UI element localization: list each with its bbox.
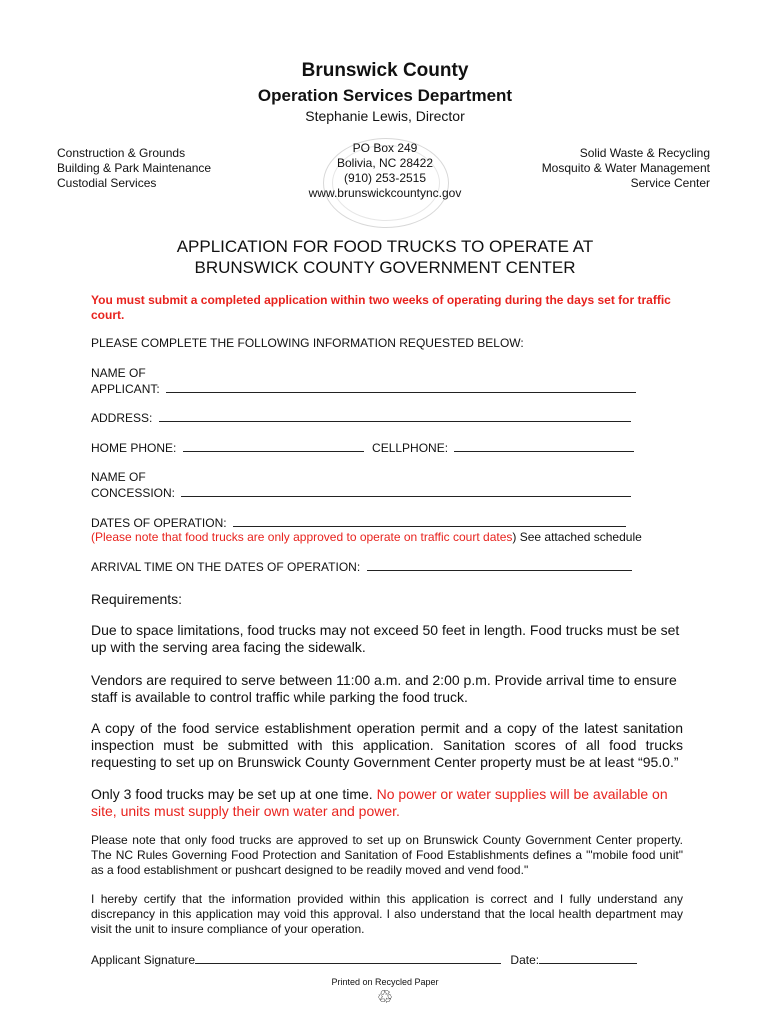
phone-row (91, 440, 634, 456)
form-title (0, 236, 770, 278)
concession-label-line1: NAME OF (91, 470, 146, 484)
address-label: ADDRESS: (91, 411, 153, 425)
arrival-row (91, 559, 632, 575)
arrival-label: ARRIVAL TIME ON THE DATES OF OPERATION: (91, 560, 361, 574)
right-services (542, 146, 710, 191)
form-title-line1: APPLICATION FOR FOOD TRUCKS TO OPERATE AT (176, 237, 594, 256)
dates-note-open: ( (91, 530, 95, 544)
signature-label: Applicant Signature (91, 953, 196, 967)
requirement-limit (91, 786, 683, 820)
department-title: Operation Services Department (257, 86, 513, 105)
form-title-line2: BRUNSWICK COUNTY GOVERNMENT CENTER (194, 258, 576, 277)
applicant-label-line1: NAME OF (91, 366, 146, 380)
concession-label: CONCESSION: (91, 486, 176, 500)
signature-input-line[interactable] (195, 952, 501, 964)
home-phone-label: HOME PHONE: (91, 441, 177, 455)
service-item: Service Center (630, 176, 710, 190)
arrival-input-line[interactable] (367, 559, 632, 571)
date-label: Date: (510, 953, 540, 967)
service-item: Building & Park Maintenance (57, 161, 212, 175)
cellphone-input-line[interactable] (454, 440, 634, 452)
recycled-paper-note: Printed on Recycled Paper (331, 977, 439, 987)
instructions: PLEASE COMPLETE THE FOLLOWING INFORMATION REQUESTED BELOW: (91, 336, 524, 350)
address-block (285, 141, 485, 201)
submission-notice: You must submit a completed application within two weeks of operating during the days set for traffic court. (91, 293, 671, 322)
address-phone: (910) 253-2515 (343, 171, 427, 185)
service-item: Construction & Grounds (57, 146, 186, 160)
signature-row (91, 952, 637, 968)
applicant-row (91, 381, 636, 397)
cellphone-label: CELLPHONE: (372, 441, 449, 455)
address-po-box: PO Box 249 (352, 141, 418, 155)
requirement-limit-text: Only 3 food trucks may be set up at one time. (91, 786, 377, 802)
requirement-hours: Vendors are required to serve between 11:00 a.m. and 2:00 p.m. Provide arrival time to ensure staff is available to control traffic while parking the food truck. (91, 672, 677, 705)
requirements-heading: Requirements: (91, 591, 183, 607)
applicant-label: APPLICANT: (91, 382, 160, 396)
address-city: Bolivia, NC 28422 (336, 156, 434, 170)
requirement-power-warning: No power or water supplies will be available on site, units must supply their own water and power. (91, 786, 668, 819)
dates-input-line[interactable] (233, 515, 626, 527)
service-item: Custodial Services (57, 176, 157, 190)
date-input-line[interactable] (539, 952, 637, 964)
concession-row (91, 485, 631, 501)
recycle-icon: ♲ (376, 987, 394, 1007)
county-title: Brunswick County (301, 60, 469, 81)
service-item: Solid Waste & Recycling (579, 146, 710, 160)
concession-input-line[interactable] (181, 485, 631, 497)
home-phone-input-line[interactable] (183, 440, 364, 452)
dates-row (91, 515, 626, 531)
requirement-permit: A copy of the food service establishment operation permit and a copy of the latest sanitation inspection must be submitted with this application. Sanitation scores of all food trucks requesting to set up on Brunswick County Government Center property must be at least “95.0.” (91, 720, 683, 770)
director-name: Stephanie Lewis, Director (305, 108, 465, 124)
address-input-line[interactable] (159, 410, 631, 422)
address-website: www.brunswickcountync.gov (308, 186, 462, 200)
dates-label: DATES OF OPERATION: (91, 516, 227, 530)
dates-note-schedule: ) See attached schedule (512, 530, 642, 544)
left-services (57, 146, 211, 191)
dates-note (91, 530, 642, 545)
dates-note-warning: Please note that food trucks are only approved to operate on traffic court dates (95, 530, 513, 544)
address-row (91, 410, 631, 426)
service-item: Mosquito & Water Management (541, 161, 710, 175)
requirement-length: Due to space limitations, food trucks may not exceed 50 feet in length. Food trucks must be set up with the serving area facing the sidewalk. (91, 622, 680, 655)
applicant-input-line[interactable] (166, 381, 636, 393)
certification-statement: I hereby certify that the information provided within this application is correct and I fully understand any discrepancy in this application may void this approval. I also understand that the local health department may visit the unit to insure compliance of your operation. (91, 892, 683, 936)
rules-note: Please note that only food trucks are approved to set up on Brunswick County Government Center property. The NC Rules Governing Food Protection and Sanitation of Food Establishments defines a "'mobile food unit" as a food establishment or pushcart designed to be readily moved and vend food." (91, 833, 683, 877)
